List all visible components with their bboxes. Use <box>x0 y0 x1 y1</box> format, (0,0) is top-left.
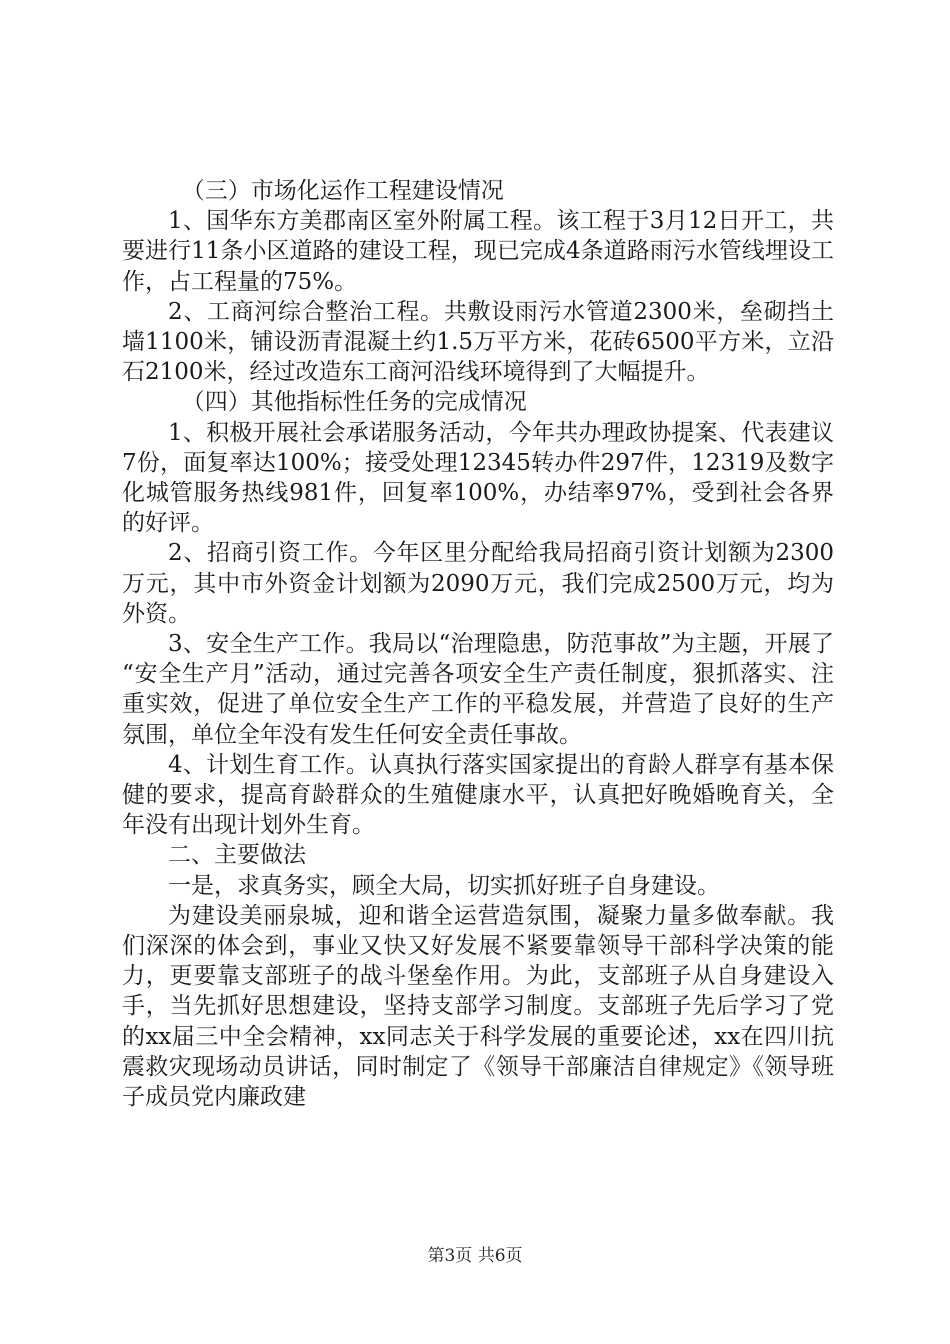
paragraph-project-2: 2、工商河综合整治工程。共敷设雨污水管道2300米，垒砌挡土墙1100米，铺设沥青混凝土约1.5万平方米，花砖6500平方米，立沿石2100米，经过改造东工商河沿线环境得到了大幅提升。 <box>122 298 834 386</box>
paragraph-project-1: 1、国华东方美郡南区室外附属工程。该工程于3月12日开工，共要进行11条小区道路的建设工程，现已完成4条道路雨污水管线埋设工作，占工程量的75%。 <box>122 208 834 295</box>
paragraph-task-1: 1、积极开展社会承诺服务活动，今年共办理政协提案、代表建议7份，面复率达100%；接受处理12345转办件297件，12319及数字化城管服务热线981件，回复率100%，办结率97%，受到社会各界的好评。 <box>122 419 834 537</box>
document-body <box>122 176 834 1112</box>
section-heading-main-practices: 二、主要做法 <box>168 842 306 869</box>
section-heading-other-tasks: （四）其他指标性任务的完成情况 <box>181 389 527 416</box>
paragraph-task-3: 3、安全生产工作。我局以“治理隐患，防范事故”为主题，开展了“安全生产月”活动，通过完善各项安全生产责任制度，狠抓落实、注重实效，促进了单位安全生产工作的平稳发展，并营造了良好的生产氛围，单位全年没有发生任何安全责任事故。 <box>122 631 834 748</box>
paragraph-task-4: 4、计划生育工作。认真执行落实国家提出的育龄人群享有基本保健的要求，提高育龄群众的生殖健康水平，认真把好晚婚晚育关，全年没有出现计划外生育。 <box>122 751 834 839</box>
page-number-footer: 第3页 共6页 <box>427 1246 523 1266</box>
paragraph-task-2: 2、招商引资工作。今年区里分配给我局招商引资计划额为2300万元，其中市外资金计划额为2090万元，我们完成2500万元，均为外资。 <box>122 540 834 627</box>
section-heading-market-projects: （三）市场化运作工程建设情况 <box>181 178 504 204</box>
paragraph-practice-1-title: 一是，求真务实，顾全大局，切实抓好班子自身建设。 <box>168 872 720 899</box>
paragraph-practice-1-body: 为建设美丽泉城，迎和谐全运营造氛围，凝聚力量多做奉献。我们深深的体会到，事业又快又好发展不紧要靠领导干部科学决策的能力，更要靠支部班子的战斗堡垒作用。为此，支部班子从自身建设入手，当先抓好思想建设，坚持支部学习制度。支部班子先后学习了党的xx届三中全会精神，xx同志关于科学发展的重要论述，xx在四川抗震救灾现场动员讲话，同时制定了《领导干部廉洁自律规定》《领导班子成员党内廉政建 <box>122 902 834 1111</box>
